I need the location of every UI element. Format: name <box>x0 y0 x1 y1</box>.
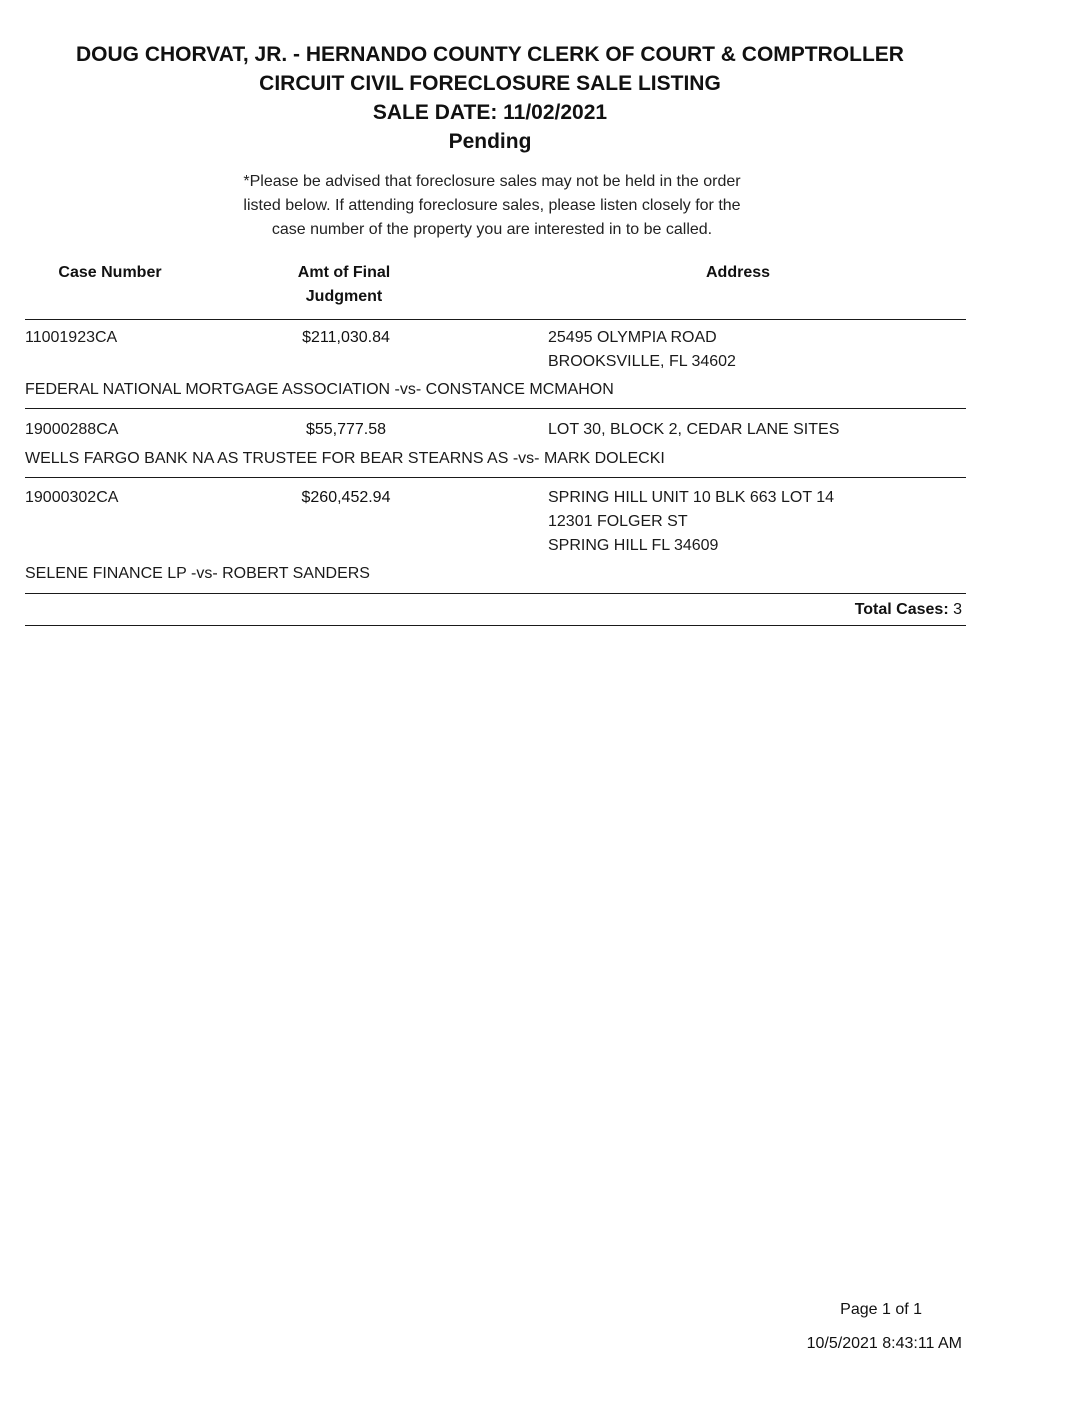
column-header-amount-line-1: Amt of Final <box>297 264 391 281</box>
listing-title: CIRCUIT CIVIL FORECLOSURE SALE LISTING <box>259 72 721 95</box>
sale-notice <box>192 170 792 242</box>
case-parties: FEDERAL NATIONAL MORTGAGE ASSOCIATION -vs- CONSTANCE MCMAHON <box>25 381 614 398</box>
address-line: 25495 OLYMPIA ROAD <box>548 329 717 346</box>
row-divider <box>25 477 966 478</box>
print-timestamp: 10/5/2021 8:43:11 AM <box>806 1335 962 1352</box>
notice-line-3: case number of the property you are interested in to be called. <box>271 221 713 238</box>
case-number: 11001923CA <box>25 329 118 346</box>
row-divider <box>25 593 966 594</box>
case-parties: SELENE FINANCE LP -vs- ROBERT SANDERS <box>25 565 370 582</box>
column-header-address: Address <box>705 264 771 281</box>
address-line: SPRING HILL UNIT 10 BLK 663 LOT 14 <box>548 489 835 506</box>
notice-line-2: listed below. If attending foreclosure sales, please listen closely for the <box>243 197 741 214</box>
total-divider <box>25 625 966 626</box>
notice-line-1: *Please be advised that foreclosure sales may not be held in the order <box>243 173 741 190</box>
row-divider <box>25 408 966 409</box>
column-header-amount <box>244 261 444 309</box>
case-number: 19000302CA <box>25 489 119 506</box>
sale-date: SALE DATE: 11/02/2021 <box>372 101 608 124</box>
column-header-amount-line-2: Judgment <box>305 288 383 305</box>
address-line: SPRING HILL FL 34609 <box>548 537 719 554</box>
total-cases <box>855 598 962 622</box>
address-line: 12301 FOLGER ST <box>548 513 688 530</box>
column-header-case-number: Case Number <box>58 264 162 281</box>
total-cases-value: 3 <box>953 601 962 618</box>
report-header <box>0 40 980 156</box>
case-parties: WELLS FARGO BANK NA AS TRUSTEE FOR BEAR STEARNS AS -vs- MARK DOLECKI <box>25 450 665 467</box>
address-line: BROOKSVILLE, FL 34602 <box>548 353 736 370</box>
page-number: Page 1 of 1 <box>840 1301 922 1318</box>
header-divider <box>25 319 966 320</box>
status-label: Pending <box>448 130 532 153</box>
judgment-amount: $55,777.58 <box>305 421 387 438</box>
clerk-title: DOUG CHORVAT, JR. - HERNANDO COUNTY CLERK OF COURT & COMPTROLLER <box>76 43 904 66</box>
address-line: LOT 30, BLOCK 2, CEDAR LANE SITES <box>548 421 840 438</box>
total-cases-label: Total Cases: <box>854 601 949 618</box>
judgment-amount: $260,452.94 <box>301 489 391 506</box>
judgment-amount: $211,030.84 <box>302 329 390 346</box>
case-number: 19000288CA <box>25 421 119 438</box>
